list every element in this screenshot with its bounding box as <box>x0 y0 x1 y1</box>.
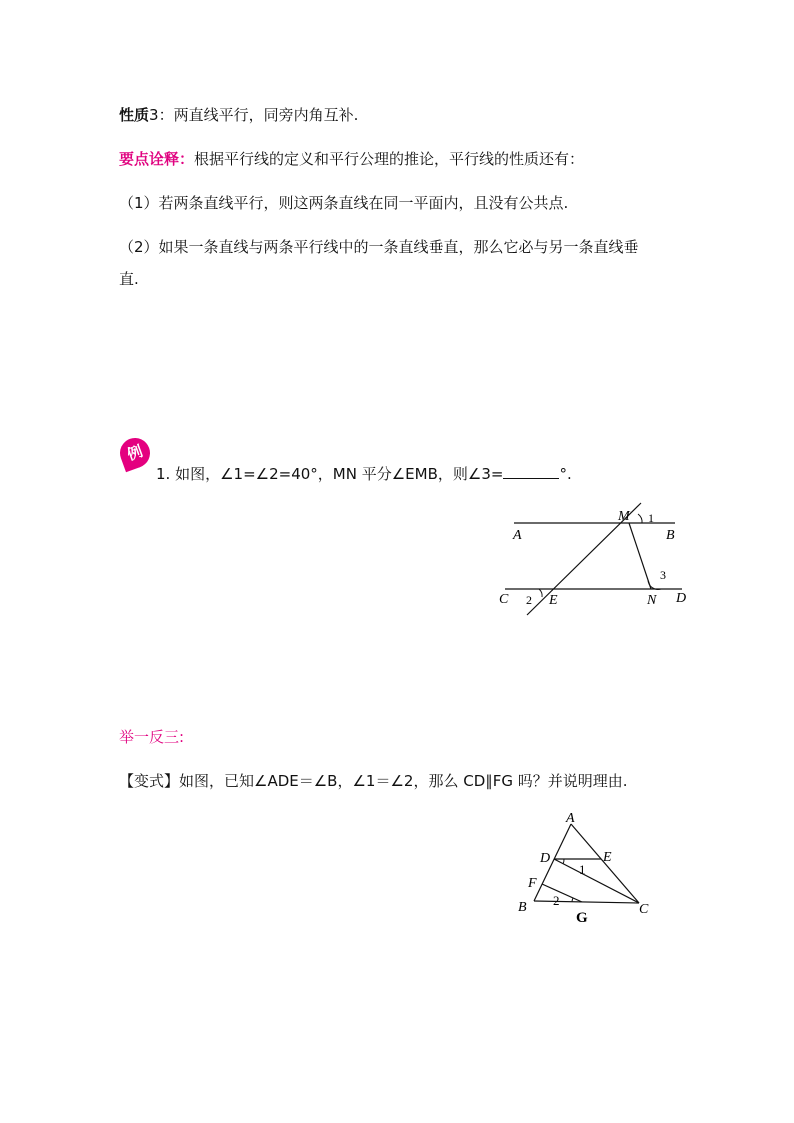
parallel-lines-diagram <box>490 500 700 625</box>
label-f: F <box>528 876 537 891</box>
label-d: D <box>676 591 687 606</box>
label-angle-2: 2 <box>553 893 560 908</box>
label-n: N <box>647 593 657 608</box>
label-b: B <box>666 528 675 543</box>
key-points-item-2-line-1: （2）如果一条直线与两条平行线中的一条直线垂直，那么它必与另一条直线垂 <box>119 238 639 256</box>
label-a: A <box>566 811 575 826</box>
example-question <box>156 463 572 484</box>
property-3-label: 性质 <box>119 106 150 124</box>
angle-2-arc <box>539 589 542 597</box>
label-b: B <box>518 900 527 915</box>
property-3-text: ：两直线平行，同旁内角互补. <box>158 106 359 124</box>
answer-blank[interactable] <box>503 464 559 479</box>
side-bc <box>534 901 639 903</box>
key-points-intro-line <box>119 148 584 169</box>
label-angle-2: 2 <box>526 593 532 607</box>
label-angle-3: 3 <box>660 568 666 582</box>
segment-dc <box>554 859 639 903</box>
label-g: G <box>576 910 588 926</box>
segment-mn <box>629 523 651 589</box>
example-question-prefix: 1. 如图，∠1=∠2=40°，MN 平分∠EMB，则∠3= <box>156 465 504 483</box>
label-e: E <box>603 850 612 865</box>
variant-question: 【变式】如图，已知∠ADE＝∠B，∠1＝∠2，那么 CD∥FG 吗？并说明理由. <box>119 772 628 790</box>
label-angle-1: 1 <box>648 511 654 525</box>
key-points-item-2-line-2: 直. <box>119 270 139 288</box>
key-points-item-1: （1）若两条直线平行，则这两条直线在同一平面内，且没有公共点. <box>119 194 569 212</box>
angle-1-arc <box>563 859 564 864</box>
property-3-number: 3 <box>149 106 159 124</box>
triangle-diagram <box>510 808 660 928</box>
segment-fg <box>542 884 582 902</box>
label-c: C <box>639 902 649 917</box>
property-3 <box>119 104 358 125</box>
label-a: A <box>513 528 522 543</box>
key-points-label: 要点诠释： <box>119 150 195 168</box>
example-badge: 例 <box>116 434 154 472</box>
angle-1-arc <box>638 514 642 523</box>
label-d: D <box>540 851 551 866</box>
practice-heading: 举一反三: <box>119 728 185 746</box>
key-points-intro: 根据平行线的定义和平行公理的推论，平行线的性质还有： <box>194 150 585 168</box>
label-e: E <box>549 593 558 608</box>
label-m: M <box>618 509 630 524</box>
label-angle-1: 1 <box>579 862 586 877</box>
label-c: C <box>499 592 509 607</box>
example-question-suffix: °. <box>559 465 572 483</box>
